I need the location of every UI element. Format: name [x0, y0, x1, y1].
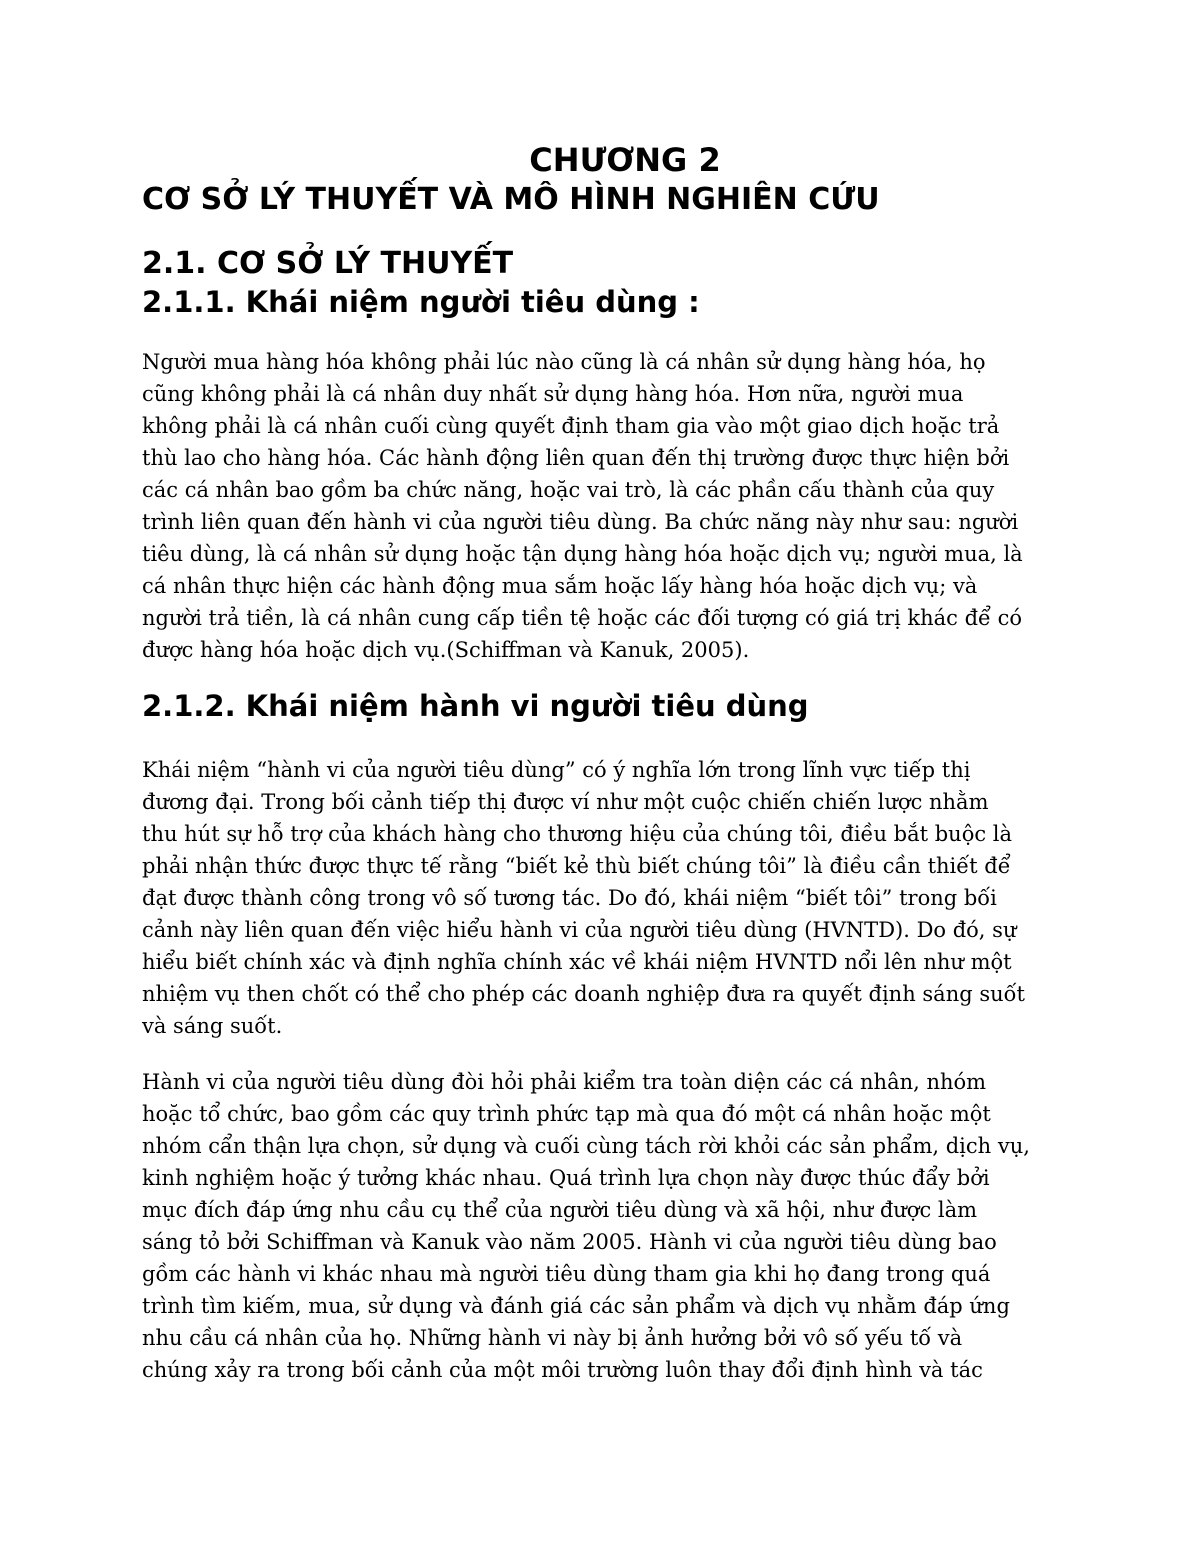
text-line: phải nhận thức được thực tế rằng “biết kẻ thù biết chúng tôi” là điều cần thiết để [142, 854, 1011, 878]
text-line: cá nhân thực hiện các hành động mua sắm hoặc lấy hàng hóa hoặc dịch vụ; và [142, 574, 978, 598]
text-line: nhiệm vụ then chốt có thể cho phép các doanh nghiệp đưa ra quyết định sáng suốt [142, 982, 1025, 1006]
text-line: thu hút sự hỗ trợ của khách hàng cho thương hiệu của chúng tôi, điều bắt buộc là [142, 822, 1013, 846]
text-line: đương đại. Trong bối cảnh tiếp thị được ví như một cuộc chiến chiến lược nhằm [142, 790, 989, 814]
text-line: chúng xảy ra trong bối cảnh của một môi trường luôn thay đổi định hình và tác [142, 1358, 983, 1382]
text-line: sáng tỏ bởi Schiffman và Kanuk vào năm 2005. Hành vi của người tiêu dùng bao [142, 1230, 997, 1254]
text-line: được hàng hóa hoặc dịch vụ.(Schiffman và Kanuk, 2005). [142, 638, 750, 662]
section-heading-2-1-2: 2.1.2. Khái niệm hành vi người tiêu dùng [142, 689, 809, 723]
text-line: người trả tiền, là cá nhân cung cấp tiền tệ hoặc các đối tượng có giá trị khác để có [142, 606, 1023, 630]
text-line: và sáng suốt. [142, 1014, 283, 1038]
text-line: cũng không phải là cá nhân duy nhất sử dụng hàng hóa. Hơn nữa, người mua [142, 382, 964, 406]
section-heading-2-1-1: 2.1.1. Khái niệm người tiêu dùng : [142, 285, 700, 319]
text-line: không phải là cá nhân cuối cùng quyết định tham gia vào một giao dịch hoặc trả [142, 414, 1000, 438]
text-line: hoặc tổ chức, bao gồm các quy trình phức tạp mà qua đó một cá nhân hoặc một [142, 1102, 991, 1126]
text-line: tiêu dùng, là cá nhân sử dụng hoặc tận dụng hàng hóa hoặc dịch vụ; người mua, là [142, 542, 1023, 566]
text-line: gồm các hành vi khác nhau mà người tiêu dùng tham gia khi họ đang trong quá [142, 1262, 991, 1286]
text-line: cảnh này liên quan đến việc hiểu hành vi của người tiêu dùng (HVNTD). Do đó, sự [142, 918, 1017, 942]
text-line: nhóm cẩn thận lựa chọn, sử dụng và cuối cùng tách rời khỏi các sản phẩm, dịch vụ, [142, 1134, 1030, 1158]
text-line: thù lao cho hàng hóa. Các hành động liên quan đến thị trường được thực hiện bởi [142, 446, 1010, 470]
text-line: Hành vi của người tiêu dùng đòi hỏi phải kiểm tra toàn diện các cá nhân, nhóm [142, 1070, 987, 1094]
paragraph-consumer-definition [142, 346, 1062, 666]
text-line: đạt được thành công trong vô số tương tác. Do đó, khái niệm “biết tôi” trong bối [142, 886, 997, 910]
text-line: trình tìm kiếm, mua, sử dụng và đánh giá các sản phẩm và dịch vụ nhằm đáp ứng [142, 1294, 1010, 1318]
text-line: kinh nghiệm hoặc ý tưởng khác nhau. Quá trình lựa chọn này được thúc đẩy bởi [142, 1166, 990, 1190]
text-line: nhu cầu cá nhân của họ. Những hành vi này bị ảnh hưởng bởi vô số yếu tố và [142, 1326, 963, 1350]
text-line: mục đích đáp ứng nhu cầu cụ thể của người tiêu dùng và xã hội, như được làm [142, 1198, 978, 1222]
paragraph-behavior-process [142, 1066, 1062, 1386]
text-line: hiểu biết chính xác và định nghĩa chính xác về khái niệm HVNTD nổi lên như một [142, 950, 1012, 974]
text-line: trình liên quan đến hành vi của người tiêu dùng. Ba chức năng này như sau: người [142, 510, 1019, 534]
chapter-title: CƠ SỞ LÝ THUYẾT VÀ MÔ HÌNH NGHIÊN CỨU [142, 182, 880, 217]
text-line: Người mua hàng hóa không phải lúc nào cũng là cá nhân sử dụng hàng hóa, họ [142, 350, 986, 374]
text-line: Khái niệm “hành vi của người tiêu dùng” có ý nghĩa lớn trong lĩnh vực tiếp thị [142, 758, 971, 782]
section-heading-2-1: 2.1. CƠ SỞ LÝ THUYẾT [142, 246, 514, 281]
chapter-number: CHƯƠNG 2 [529, 141, 721, 179]
text-line: các cá nhân bao gồm ba chức năng, hoặc vai trò, là các phần cấu thành của quy [142, 478, 995, 502]
paragraph-behavior-concept [142, 754, 1062, 1042]
